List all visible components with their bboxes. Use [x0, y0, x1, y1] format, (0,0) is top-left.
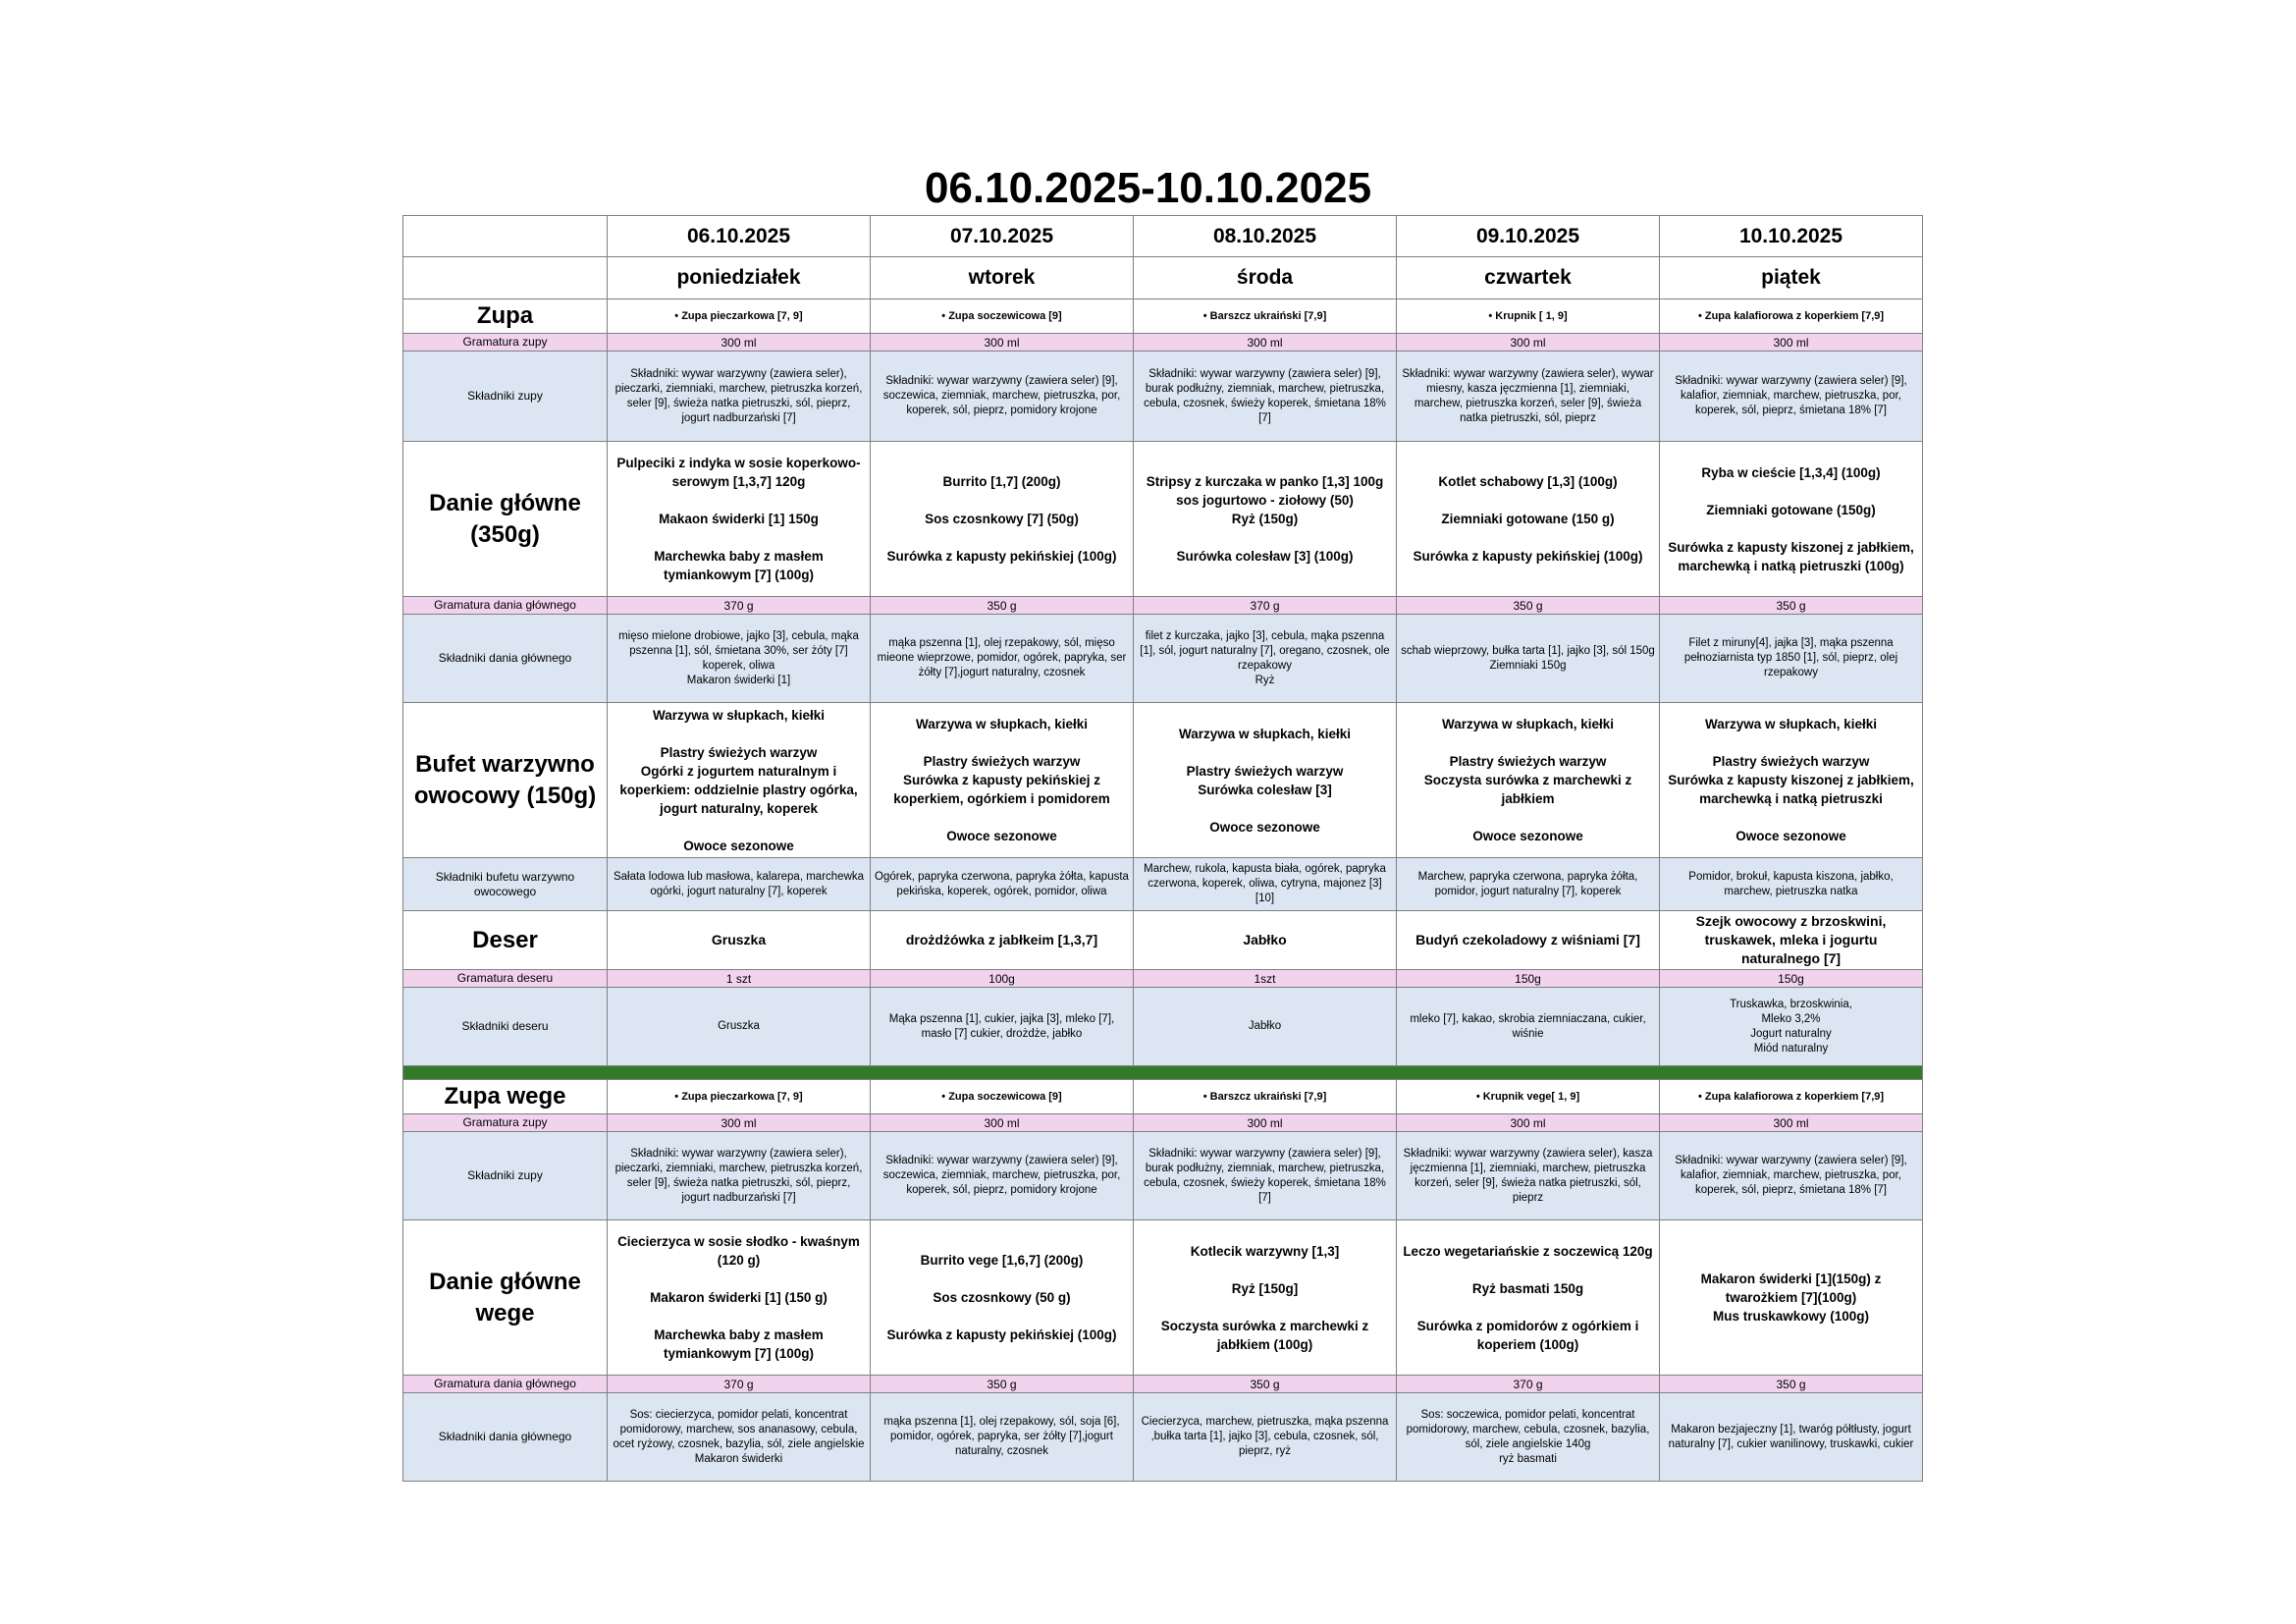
section1-dessert_ingredients-row	[403, 988, 1923, 1066]
buffet-ingredients-cell: Ogórek, papryka czerwona, papryka żółta, kapusta pekińska, koperek, ogórek, pomidor, oliwa	[871, 858, 1134, 911]
soup-portions-cell: 300 ml	[871, 334, 1134, 352]
header-corner-cell	[403, 257, 608, 299]
main-ingredients-cell: Sos: ciecierzyca, pomidor pelati, koncentrat pomidorowy, marchew, sos ananasowy, cebula, ocet ryżowy, czosnek, bazylia, sól, ziele angielskie Makaron świderki	[608, 1393, 871, 1482]
main-portions-cell: 350 g	[1134, 1376, 1397, 1393]
dessert-portions-cell: 100g	[871, 970, 1134, 988]
soup-portions-cell: 300 ml	[871, 1114, 1134, 1132]
main-ingredients-cell: filet z kurczaka, jajko [3], cebula, mąka pszenna [1], sól, jogurt naturalny [7], oregano, czosnek, ole rzepakowy Ryż	[1134, 615, 1397, 703]
mains-cell: Burrito [1,7] (200g) Sos czosnkowy [7] (50g) Surówka z kapusty pekińskiej (100g)	[871, 442, 1134, 597]
row-label: Bufet warzywno owocowy (150g)	[403, 703, 608, 858]
buffet-ingredients-cell: Marchew, papryka czerwona, papryka żółta, pomidor, jogurt naturalny [7], koperek	[1397, 858, 1660, 911]
dessert-ingredients-cell: Gruszka	[608, 988, 871, 1066]
soup-portions-cell: 300 ml	[608, 1114, 871, 1132]
section1-soups-row	[403, 299, 1923, 334]
buffets-cell: Warzywa w słupkach, kiełki Plastry świeżych warzyw Surówka z kapusty kiszonej z jabłkiem, marchewką i natką pietruszki Owoce sezonowe	[1660, 703, 1923, 858]
main-portions-cell: 350 g	[871, 597, 1134, 615]
main-portions-cell: 350 g	[1660, 597, 1923, 615]
soup-ingredients-cell: Składniki: wywar warzywny (zawiera seler), kasza jęczmienna [1], ziemniaki, marchew, pietruszka korzeń, seler [9], świeża natka pietruszki, sól, pieprz	[1397, 1132, 1660, 1220]
mains-cell: Pulpeciki z indyka w sosie koperkowo-serowym [1,3,7] 120g Makaon świderki [1] 150g Marchewka baby z masłem tymiankowym [7] (100g)	[608, 442, 871, 597]
section1-mains-row	[403, 442, 1923, 597]
main-ingredients-cell: Makaron bezjajeczny [1], twaróg półtłusty, jogurt naturalny [7], cukier wanilinowy, truskawki, cukier	[1660, 1393, 1923, 1482]
section2-main_ingredients-row	[403, 1393, 1923, 1482]
soup-portions-cell: 300 ml	[1134, 334, 1397, 352]
dessert-portions-cell: 1szt	[1134, 970, 1397, 988]
row-label: Gramatura dania głównego	[403, 1376, 608, 1393]
section1-soup_portions-row	[403, 334, 1923, 352]
section2-soup_ingredients-row	[403, 1132, 1923, 1220]
main-portions-cell: 370 g	[608, 1376, 871, 1393]
section1-dessert_portions-row	[403, 970, 1923, 988]
dessert-portions-cell: 150g	[1397, 970, 1660, 988]
date-cell: 08.10.2025	[1134, 216, 1397, 257]
main-portions-cell: 350 g	[1660, 1376, 1923, 1393]
row-label: Składniki deseru	[403, 988, 608, 1066]
mains-cell: Ryba w cieście [1,3,4] (100g) Ziemniaki gotowane (150g) Surówka z kapusty kiszonej z jabłkiem, marchewką i natką pietruszki (100g)	[1660, 442, 1923, 597]
main-portions-cell: 350 g	[1397, 597, 1660, 615]
section2-soup_portions-row	[403, 1114, 1923, 1132]
soup-ingredients-cell: Składniki: wywar warzywny (zawiera seler) [9], soczewica, ziemniak, marchew, pietruszka, por, koperek, sól, pieprz, pomidory krojone	[871, 1132, 1134, 1220]
day-cell: wtorek	[871, 257, 1134, 299]
row-label: Składniki zupy	[403, 352, 608, 442]
desserts-cell: Szejk owocowy z brzoskwini, truskawek, mleka i jogurtu naturalnego [7]	[1660, 911, 1923, 970]
soup-ingredients-cell: Składniki: wywar warzywny (zawiera seler), wywar miesny, kasza jęczmienna [1], ziemniaki, marchew, pietruszka korzeń, seler [9], świeża natka pietruszki, sól, pieprz	[1397, 352, 1660, 442]
desserts-cell: Gruszka	[608, 911, 871, 970]
dessert-portions-cell: 1 szt	[608, 970, 871, 988]
soups-cell: • Zupa soczewicowa [9]	[871, 1080, 1134, 1114]
soup-ingredients-cell: Składniki: wywar warzywny (zawiera seler) [9], kalafior, ziemniak, marchew, pietruszka, por, koperek, sól, pieprz, śmietana 18% [7]	[1660, 352, 1923, 442]
soups-cell: • Zupa pieczarkowa [7, 9]	[608, 299, 871, 334]
date-cell: 06.10.2025	[608, 216, 871, 257]
main-ingredients-cell: mąka pszenna [1], olej rzepakowy, sól, soja [6], pomidor, ogórek, papryka, ser żółty [7],jogurt naturalny, czosnek	[871, 1393, 1134, 1482]
mains-cell: Ciecierzyca w sosie słodko - kwaśnym (120 g) Makaron świderki [1] (150 g) Marchewka baby z masłem tymiankowym [7] (100g)	[608, 1220, 871, 1376]
soup-ingredients-cell: Składniki: wywar warzywny (zawiera seler) [9], kalafior, ziemniak, marchew, pietruszka, por, koperek, sól, pieprz, śmietana 18% [7]	[1660, 1132, 1923, 1220]
soups-cell: • Barszcz ukraiński [7,9]	[1134, 299, 1397, 334]
soup-ingredients-cell: Składniki: wywar warzywny (zawiera seler) [9], burak podłużny, ziemniak, marchew, pietruszka, cebula, czosnek, świeży koperek, śmietana 18% [7]	[1134, 352, 1397, 442]
buffets-cell: Warzywa w słupkach, kiełki Plastry świeżych warzyw Surówka colesław [3] Owoce sezonowe	[1134, 703, 1397, 858]
section-divider	[403, 1066, 1923, 1080]
dessert-ingredients-cell: Jabłko	[1134, 988, 1397, 1066]
soup-portions-cell: 300 ml	[608, 334, 871, 352]
soup-portions-cell: 300 ml	[1134, 1114, 1397, 1132]
desserts-cell: Jabłko	[1134, 911, 1397, 970]
mains-cell: Kotlecik warzywny [1,3] Ryż [150g] Soczysta surówka z marchewki z jabłkiem (100g)	[1134, 1220, 1397, 1376]
main-ingredients-cell: mięso mielone drobiowe, jajko [3], cebula, mąka pszenna [1], sól, śmietana 30%, ser żóty [7] koperek, oliwa Makaron świderki [1]	[608, 615, 871, 703]
section1-desserts-row	[403, 911, 1923, 970]
section1-soup_ingredients-row	[403, 352, 1923, 442]
mains-cell: Stripsy z kurczaka w panko [1,3] 100g sos jogurtowo - ziołowy (50) Ryż (150g) Surówka colesław [3] (100g)	[1134, 442, 1397, 597]
buffets-cell: Warzywa w słupkach, kiełki Plastry świeżych warzyw Ogórki z jogurtem naturalnym i koperkiem: oddzielnie plastry ogórka, jogurt naturalny, koperek Owoce sezonowe	[608, 703, 871, 858]
soups-cell: • Zupa pieczarkowa [7, 9]	[608, 1080, 871, 1114]
date-cell: 09.10.2025	[1397, 216, 1660, 257]
section1-main_portions-row	[403, 597, 1923, 615]
soup-ingredients-cell: Składniki: wywar warzywny (zawiera seler) [9], burak podłużny, ziemniak, marchew, pietruszka, cebula, czosnek, świeży koperek, śmietana 18% [7]	[1134, 1132, 1397, 1220]
buffet-ingredients-cell: Marchew, rukola, kapusta biała, ogórek, papryka czerwona, koperek, oliwa, cytryna, majonez [3] [10]	[1134, 858, 1397, 911]
section1-buffets-row	[403, 703, 1923, 858]
main-portions-cell: 370 g	[1134, 597, 1397, 615]
row-label: Gramatura zupy	[403, 1114, 608, 1132]
day-cell: środa	[1134, 257, 1397, 299]
soups-cell: • Zupa soczewicowa [9]	[871, 299, 1134, 334]
main-ingredients-cell: mąka pszenna [1], olej rzepakowy, sól, mięso mieone wieprzowe, pomidor, ogórek, papryka, ser żółty [7],jogurt naturalny, czosnek	[871, 615, 1134, 703]
buffets-cell: Warzywa w słupkach, kiełki Plastry świeżych warzyw Soczysta surówka z marchewki z jabłkiem Owoce sezonowe	[1397, 703, 1660, 858]
row-label: Składniki zupy	[403, 1132, 608, 1220]
mains-cell: Leczo wegetariańskie z soczewicą 120g Ryż basmati 150g Surówka z pomidorów z ogórkiem i koperiem (100g)	[1397, 1220, 1660, 1376]
day-cell: piątek	[1660, 257, 1923, 299]
buffet-ingredients-cell: Pomidor, brokuł, kapusta kiszona, jabłko, marchew, pietruszka natka	[1660, 858, 1923, 911]
row-label: Gramatura zupy	[403, 334, 608, 352]
main-ingredients-cell: Ciecierzyca, marchew, pietruszka, mąka pszenna ,bułka tarta [1], jajko [3], cebula, czosnek, sól, pieprz, ryż	[1134, 1393, 1397, 1482]
day-header-row	[403, 257, 1923, 299]
main-portions-cell: 370 g	[1397, 1376, 1660, 1393]
mains-cell: Kotlet schabowy [1,3] (100g) Ziemniaki gotowane (150 g) Surówka z kapusty pekińskiej (100g)	[1397, 442, 1660, 597]
row-label: Danie główne wege	[403, 1220, 608, 1376]
main-ingredients-cell: Sos: soczewica, pomidor pelati, koncentrat pomidorowy, marchew, cebula, czosnek, bazylia, sól, ziele angielskie 140g ryż basmati	[1397, 1393, 1660, 1482]
row-label: Gramatura deseru	[403, 970, 608, 988]
section1-main_ingredients-row	[403, 615, 1923, 703]
row-label: Danie główne (350g)	[403, 442, 608, 597]
dessert-portions-cell: 150g	[1660, 970, 1923, 988]
soups-cell: • Barszcz ukraiński [7,9]	[1134, 1080, 1397, 1114]
soup-portions-cell: 300 ml	[1397, 1114, 1660, 1132]
date-cell: 07.10.2025	[871, 216, 1134, 257]
row-label: Składniki dania głównego	[403, 615, 608, 703]
main-ingredients-cell: schab wieprzowy, bułka tarta [1], jajko [3], sól 150g Ziemniaki 150g	[1397, 615, 1660, 703]
row-label: Składniki dania głównego	[403, 1393, 608, 1482]
main-portions-cell: 350 g	[871, 1376, 1134, 1393]
main-ingredients-cell: Filet z miruny[4], jajka [3], mąka pszenna pełnoziarnista typ 1850 [1], sól, pieprz, olej rzepakowy	[1660, 615, 1923, 703]
day-cell: poniedziałek	[608, 257, 871, 299]
soup-ingredients-cell: Składniki: wywar warzywny (zawiera seler) [9], soczewica, ziemniak, marchew, pietruszka, por, koperek, sól, pieprz, pomidory krojone	[871, 352, 1134, 442]
row-label: Gramatura dania głównego	[403, 597, 608, 615]
dessert-ingredients-cell: mleko [7], kakao, skrobia ziemniaczana, cukier, wiśnie	[1397, 988, 1660, 1066]
main-portions-cell: 370 g	[608, 597, 871, 615]
desserts-cell: drożdżówka z jabłkeim [1,3,7]	[871, 911, 1134, 970]
soups-cell: • Zupa kalafiorowa z koperkiem [7,9]	[1660, 299, 1923, 334]
soups-cell: • Krupnik vege[ 1, 9]	[1397, 1080, 1660, 1114]
soup-portions-cell: 300 ml	[1660, 1114, 1923, 1132]
row-label: Składniki bufetu warzywno owocowego	[403, 858, 608, 911]
day-cell: czwartek	[1397, 257, 1660, 299]
row-label: Zupa	[403, 299, 608, 334]
soup-portions-cell: 300 ml	[1397, 334, 1660, 352]
date-header-row	[403, 216, 1923, 257]
date-cell: 10.10.2025	[1660, 216, 1923, 257]
page-title: 06.10.2025-10.10.2025	[924, 164, 1372, 212]
section1-buffet_ingredients-row	[403, 858, 1923, 911]
divider-bar	[403, 1066, 1923, 1080]
soups-cell: • Krupnik [ 1, 9]	[1397, 299, 1660, 334]
mains-cell: Burrito vege [1,6,7] (200g) Sos czosnkowy (50 g) Surówka z kapusty pekińskiej (100g)	[871, 1220, 1134, 1376]
buffets-cell: Warzywa w słupkach, kiełki Plastry świeżych warzyw Surówka z kapusty pekińskiej z koperkiem, ogórkiem i pomidorem Owoce sezonowe	[871, 703, 1134, 858]
buffet-ingredients-cell: Sałata lodowa lub masłowa, kalarepa, marchewka ogórki, jogurt naturalny [7], koperek	[608, 858, 871, 911]
section2-mains-row	[403, 1220, 1923, 1376]
dessert-ingredients-cell: Truskawka, brzoskwinia, Mleko 3,2% Jogurt naturalny Miód naturalny	[1660, 988, 1923, 1066]
soups-cell: • Zupa kalafiorowa z koperkiem [7,9]	[1660, 1080, 1923, 1114]
row-label: Zupa wege	[403, 1080, 608, 1114]
desserts-cell: Budyń czekoladowy z wiśniami [7]	[1397, 911, 1660, 970]
header-corner-cell	[403, 216, 608, 257]
soup-ingredients-cell: Składniki: wywar warzywny (zawiera seler), pieczarki, ziemniaki, marchew, pietruszka korzeń, seler [9], świeża natka pietruszki, sól, pieprz, jogurt nadburzański [7]	[608, 1132, 871, 1220]
soup-ingredients-cell: Składniki: wywar warzywny (zawiera seler), pieczarki, ziemniaki, marchew, pietruszka korzeń, seler [9], świeża natka pietruszki, sól, pieprz, jogurt nadburzański [7]	[608, 352, 871, 442]
section2-main_portions-row	[403, 1376, 1923, 1393]
mains-cell: Makaron świderki [1](150g) z twarożkiem [7](100g) Mus truskawkowy (100g)	[1660, 1220, 1923, 1376]
weekly-menu-table	[402, 215, 1923, 1482]
soup-portions-cell: 300 ml	[1660, 334, 1923, 352]
section2-soups-row	[403, 1080, 1923, 1114]
row-label: Deser	[403, 911, 608, 970]
dessert-ingredients-cell: Mąka pszenna [1], cukier, jajka [3], mleko [7], masło [7] cukier, drożdże, jabłko	[871, 988, 1134, 1066]
